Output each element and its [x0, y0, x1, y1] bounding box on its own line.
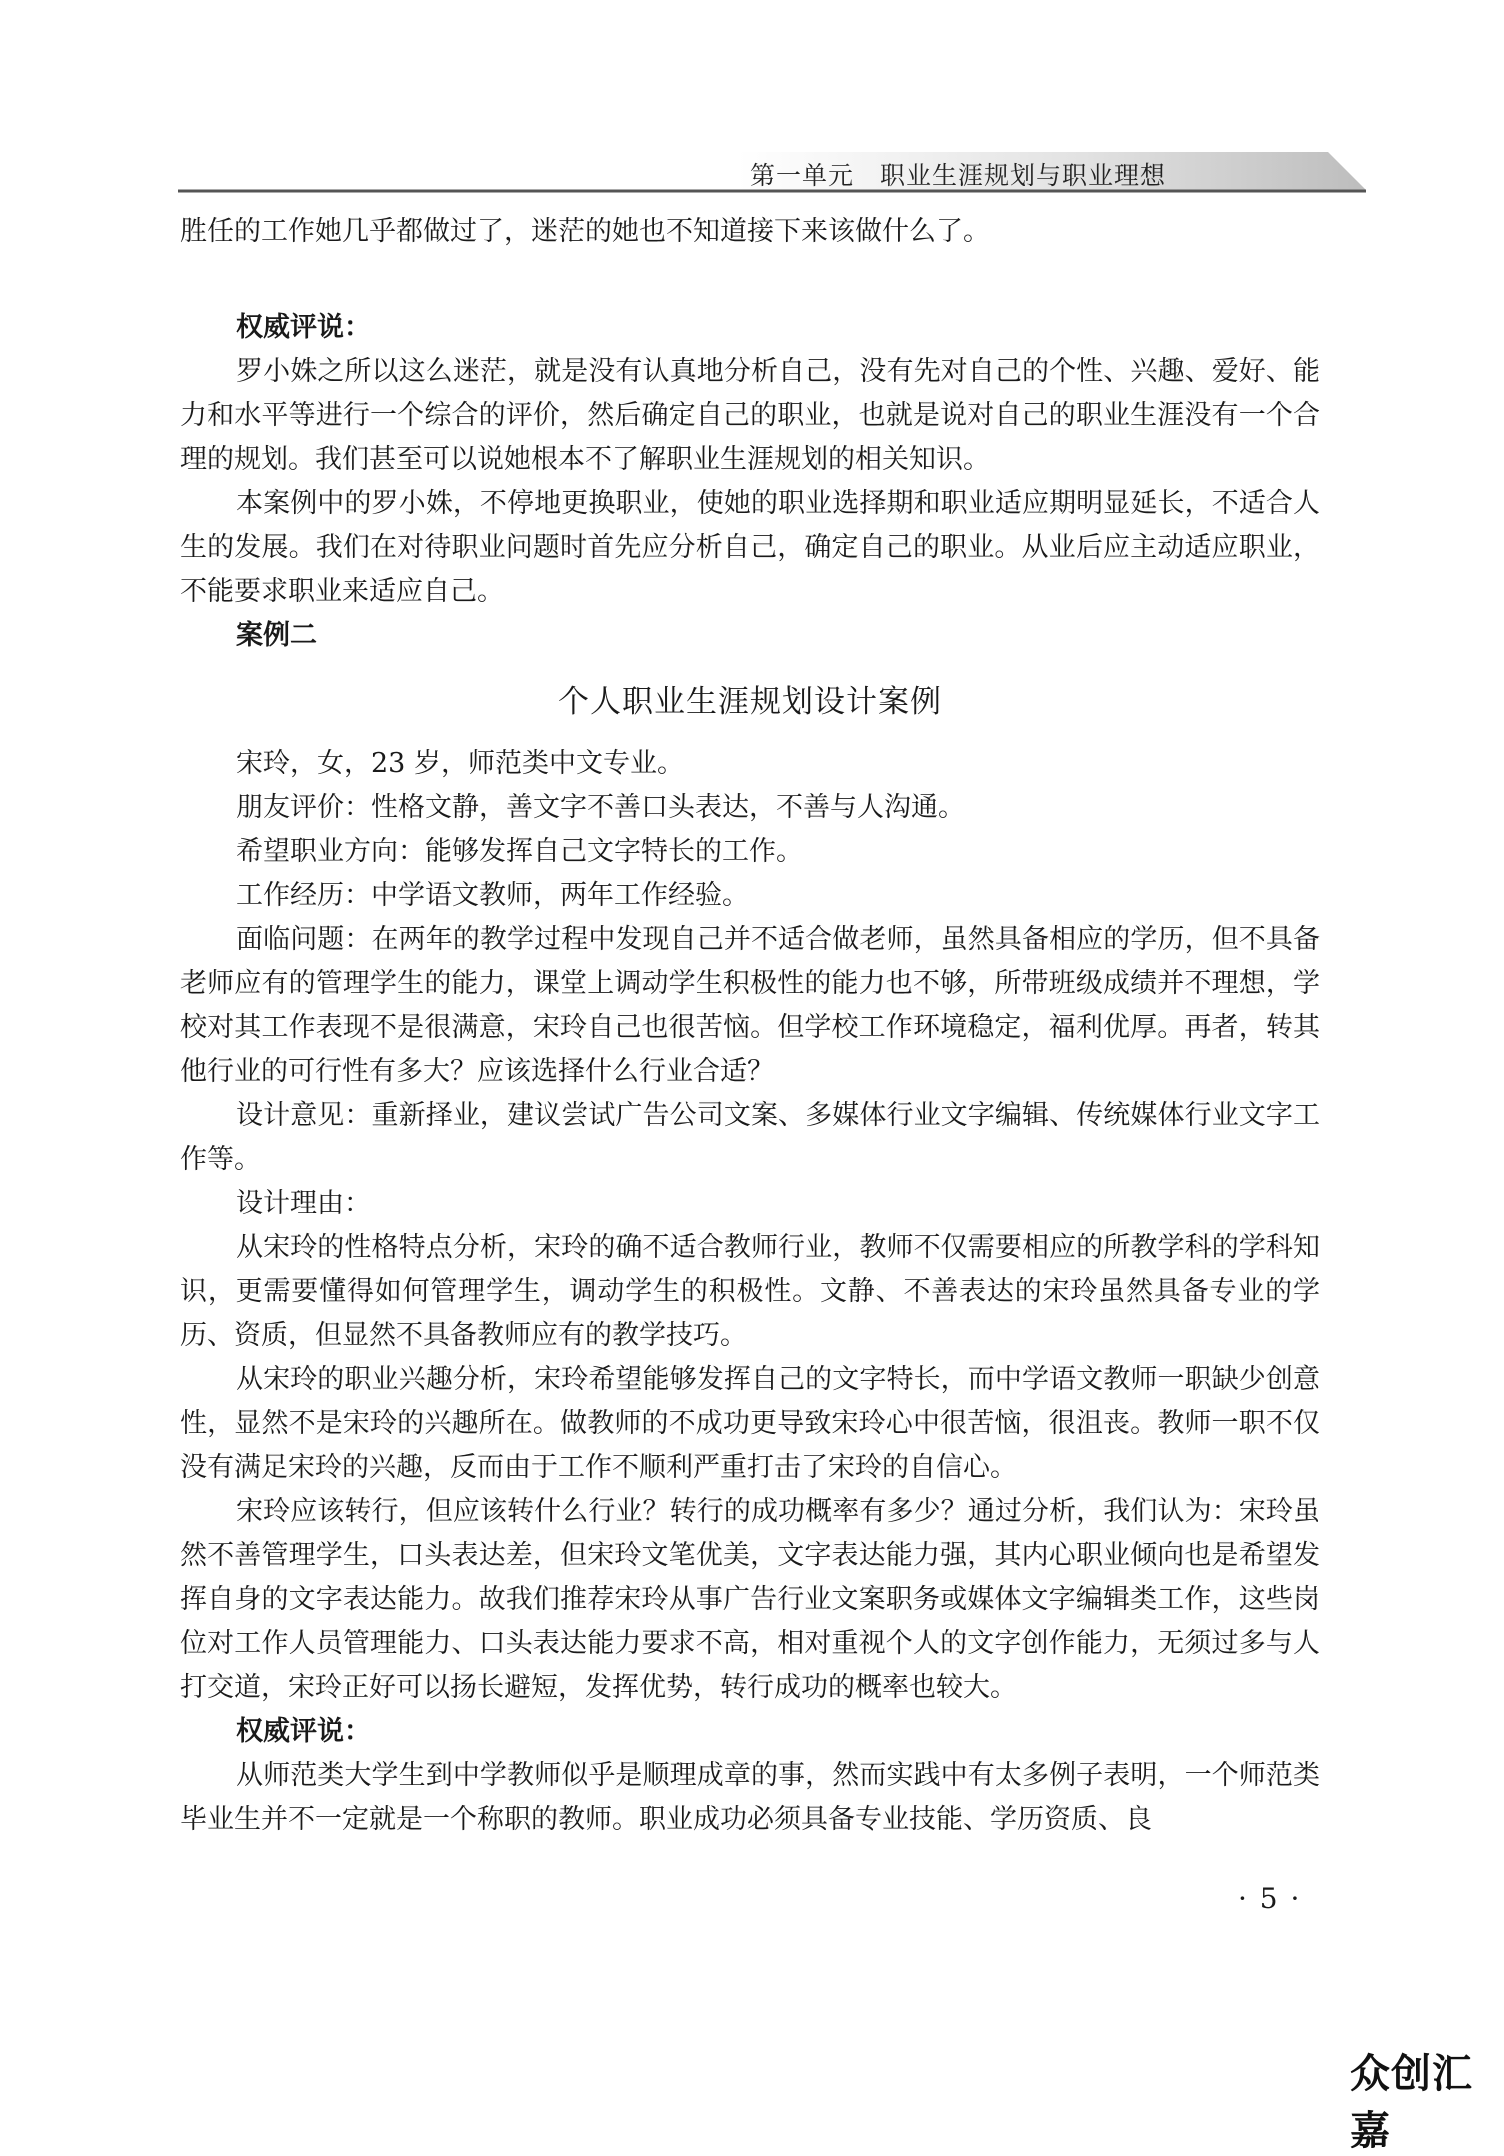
paragraph: 宋玲应该转行，但应该转什么行业？转行的成功概率有多少？通过分析，我们认为：宋玲虽然不善管理学生，口头表达差，但宋玲文笔优美，文字表达能力强，其内心职业倾向也是希望发挥自身的文字表达能力。故我们推荐宋玲从事广告行业文案职务或媒体文字编辑类工作，这些岗位对工作人员管理能力、口头表达能力要求不高，相对重视个人的文字创作能力，无须过多与人打交道，宋玲正好可以扬长避短，发挥优势，转行成功的概率也较大。 [180, 1496, 1320, 1703]
section-heading: 权威评说： [236, 1716, 371, 1747]
paragraph: 设计理由： [236, 1188, 371, 1219]
paragraph: 从宋玲的职业兴趣分析，宋玲希望能够发挥自己的文字特长，而中学语文教师一职缺少创意性，显然不是宋玲的兴趣所在。做教师的不成功更导致宋玲心中很苦恼，很沮丧。教师一职不仅没有满足宋玲的兴趣，反而由于工作不顺利严重打击了宋玲的自信心。 [180, 1364, 1320, 1483]
running-header [178, 150, 1368, 196]
paragraph: 朋友评价：性格文静，善文字不善口头表达，不善与人沟通。 [236, 792, 965, 823]
watermark-logo: 众创汇嘉 [1350, 2051, 1473, 2154]
paragraph: 罗小姝之所以这么迷茫，就是没有认真地分析自己，没有先对自己的个性、兴趣、爱好、能力和水平等进行一个综合的评价，然后确定自己的职业，也就是说对自己的职业生涯没有一个合理的规划。我们甚至可以说她根本不了解职业生涯规划的相关知识。 [180, 356, 1320, 475]
paragraph: 面临问题：在两年的教学过程中发现自己并不适合做老师，虽然具备相应的学历，但不具备老师应有的管理学生的能力，课堂上调动学生积极性的能力也不够，所带班级成绩并不理想，学校对其工作表现不是很满意，宋玲自己也很苦恼。但学校工作环境稳定，福利优厚。再者，转其他行业的可行性有多大？应该选择什么行业合适？ [180, 924, 1320, 1087]
case-title: 个人职业生涯规划设计案例 [558, 684, 942, 720]
paragraph: 胜任的工作她几乎都做过了，迷茫的她也不知道接下来该做什么了。 [180, 216, 990, 247]
paragraph: 希望职业方向：能够发挥自己文字特长的工作。 [236, 836, 803, 867]
paragraph: 从宋玲的性格特点分析，宋玲的确不适合教师行业，教师不仅需要相应的所教学科的学科知识，更需要懂得如何管理学生，调动学生的积极性。文静、不善表达的宋玲虽然具备专业的学历、资质，但显然不具备教师应有的教学技巧。 [180, 1232, 1320, 1351]
page-number: · 5 · [1238, 1882, 1302, 1915]
paragraph: 本案例中的罗小姝，不停地更换职业，使她的职业选择期和职业适应期明显延长，不适合人生的发展。我们在对待职业问题时首先应分析自己，确定自己的职业。从业后应主动适应职业，不能要求职业来适应自己。 [180, 488, 1320, 607]
section-heading: 案例二 [236, 620, 317, 651]
header-title: 第一单元 职业生涯规划与职业理想 [749, 161, 1166, 190]
page-body [180, 210, 1320, 1842]
paragraph: 宋玲，女，23 岁，师范类中文专业。 [236, 748, 684, 779]
section-heading: 权威评说： [236, 312, 371, 343]
paragraph: 工作经历：中学语文教师，两年工作经验。 [236, 880, 749, 911]
paragraph: 从师范类大学生到中学教师似乎是顺理成章的事，然而实践中有太多例子表明，一个师范类毕业生并不一定就是一个称职的教师。职业成功必须具备专业技能、学历资质、良 [180, 1760, 1320, 1835]
paragraph: 设计意见：重新择业，建议尝试广告公司文案、多媒体行业文字编辑、传统媒体行业文字工作等。 [180, 1100, 1320, 1175]
